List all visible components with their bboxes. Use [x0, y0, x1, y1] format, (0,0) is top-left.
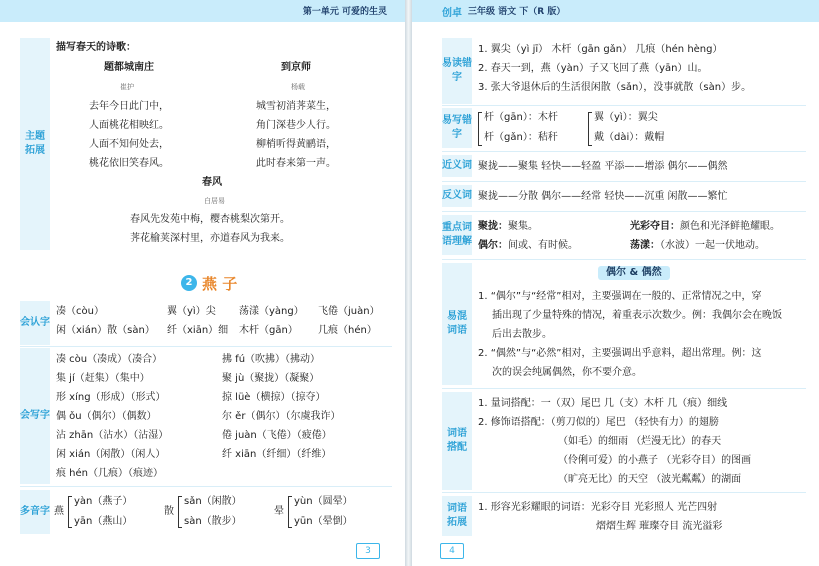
collocation-label: 词语搭配: [442, 392, 472, 490]
lesson-number: 2: [181, 275, 197, 291]
misread-item: 2. 春天一到，燕（yàn）子又飞回了燕（yān）山。: [478, 63, 708, 74]
collocation-line: 2. 修饰语搭配：（剪刀似的）尾巴 （轻快有力）的翅膀: [478, 417, 719, 428]
write-item: 沾 zhān（沾水）（沾湿）: [56, 430, 169, 441]
poem2-line: 此时春来第一声。: [256, 158, 336, 169]
poem2-title: 到京师: [281, 62, 311, 73]
misread-item: 3. 张大爷退休后的生活很闲散（sǎn），没事就散（sàn）步。: [478, 82, 752, 93]
divider: [442, 388, 806, 389]
poem1-line: 桃花依旧笑春风。: [89, 158, 169, 169]
poem2-line: 角门深巷少人行。: [256, 120, 336, 131]
write-item: 掠 lüè（横掠）（掠夺）: [222, 392, 326, 403]
collocation-line: （伶俐可爱）的小燕子 （光彩夺目）的图画: [558, 455, 752, 466]
poly-reading: sàn（散步）: [184, 516, 242, 527]
key-def: 聚集。: [508, 221, 538, 232]
key-word: 光彩夺目：: [630, 221, 680, 232]
brace: [478, 112, 482, 146]
extension-label: 词语拓展: [442, 496, 472, 536]
confuse-line: 1. “偶尔”与“经常”相对，主要强调在一般的、正常情况之中，穿: [478, 291, 762, 302]
divider: [20, 346, 392, 347]
miswrite-item: 杆（gǎn）：秸秆: [484, 132, 558, 143]
key-word: 荡漾：: [630, 240, 660, 251]
key-def: 颜色和光泽鲜艳耀眼。: [680, 221, 780, 232]
write-item: 聚 jù（聚拢）（凝聚）: [222, 373, 320, 384]
confuse-line: 插出现了少量特殊的情况，着重表示次数少。例：我偶尔会在晚饭: [492, 310, 782, 321]
antonym-list: 聚拢——分散 偶尔——经常 轻快——沉重 闲散——繁忙: [478, 191, 728, 202]
poem3-line: 春风先发苑中梅，樱杏桃梨次第开。: [130, 214, 290, 225]
synonym-label: 近义词: [442, 155, 472, 177]
confuse-badge: 偶尔 & 偶然: [598, 266, 670, 280]
poem3-line: 荠花榆荚深村里，亦道春风为我来。: [130, 233, 290, 244]
brand-logo: 创卓: [442, 8, 462, 19]
poly-reading: sǎn（闲散）: [184, 496, 242, 507]
poly-char: 晕: [274, 506, 284, 517]
poem1-author: 崔护: [120, 83, 134, 91]
poem1-line: 去年今日此门中，: [89, 101, 169, 112]
write-item: 形 xíng（形成）（形式）: [56, 392, 166, 403]
confuse-line: 后出去散步。: [492, 329, 552, 340]
brace: [178, 496, 182, 528]
collocation-line: （如毛）的细雨 （烂漫无比）的春天: [558, 436, 722, 447]
poem3-title: 春风: [202, 177, 222, 188]
grade-title: 三年级 语文 下（R 版）: [468, 7, 566, 17]
divider: [442, 105, 806, 106]
confuse-line: 2. “偶然”与“必然”相对，主要强调出乎意料，超出常理。例：这: [478, 348, 762, 359]
poem3-author: 白居易: [204, 197, 225, 205]
recognize-item: 荡漾（yàng）: [239, 306, 304, 317]
recognize-item: 凑（còu）: [56, 306, 104, 317]
recognize-item: 纤（xiān）细: [167, 325, 229, 336]
divider: [442, 151, 806, 152]
divider: [442, 492, 806, 493]
brace: [288, 496, 292, 528]
poly-char: 燕: [54, 506, 64, 517]
divider: [442, 181, 806, 182]
divider: [20, 486, 392, 487]
antonym-label: 反义词: [442, 185, 472, 207]
brace: [68, 496, 72, 528]
recognize-item: 木杆（gān）: [239, 325, 298, 336]
poly-char: 散: [164, 506, 174, 517]
poem1-title: 题都城南庄: [104, 62, 154, 73]
misread-label: 易读错字: [442, 38, 472, 104]
poly-reading: yūn（晕倒）: [294, 516, 353, 527]
recognize-item: 闲（xián）散（sàn）: [56, 325, 155, 336]
left-header: [0, 0, 405, 22]
write-item: 倦 juàn（飞倦）（疲倦）: [222, 430, 332, 441]
poly-reading: yàn（燕子）: [74, 496, 133, 507]
recognize-item: 几痕（hén）: [318, 325, 377, 336]
poem2-line: 柳梢听得黄鹂语，: [256, 139, 336, 150]
write-item: 集 jí（赶集）（集中）: [56, 373, 150, 384]
poly-label: 多音字: [20, 490, 50, 534]
extension-line: 1. 形容光彩耀眼的词语：光彩夺目 光彩照人 光芒四射: [478, 502, 718, 513]
collocation-line: 1. 量词搭配：一（双）尾巴 几（支）木杆 几（痕）细线: [478, 398, 728, 409]
write-label: 会写字: [20, 348, 50, 484]
poem1-line: 人面桃花相映红。: [89, 120, 169, 131]
recognize-item: 飞倦（juàn）: [318, 306, 380, 317]
topic-label: 主题拓展: [20, 38, 50, 250]
confuse-label: 易混词语: [442, 263, 472, 385]
left-page: [0, 0, 405, 566]
key-words-label: 重点词语理解: [442, 215, 472, 255]
key-word: 聚拢：: [478, 221, 508, 232]
collocation-line: （旷亮无比）的天空 （波光粼粼）的湖面: [558, 474, 742, 485]
write-item: 偶 ǒu（偶尔）（偶数）: [56, 411, 157, 422]
miswrite-item: 杆（gān）：木杆: [484, 112, 558, 123]
extension-line: 熠熠生辉 璀璨夺目 流光溢彩: [596, 521, 723, 532]
poem1-line: 人面不知何处去，: [89, 139, 169, 150]
poly-reading: yùn（圆晕）: [294, 496, 353, 507]
write-item: 尔 ěr（偶尔）（尔虞我诈）: [222, 411, 341, 422]
key-word: 偶尔：: [478, 240, 508, 251]
miswrite-item: 戴（dài）：戴帽: [594, 132, 665, 143]
synonym-list: 聚拢——聚集 轻快——轻盈 平添——增添 偶尔——偶然: [478, 161, 728, 172]
key-def: 间或、有时候。: [508, 240, 578, 251]
right-header: [412, 0, 819, 22]
brace: [588, 112, 592, 146]
unit-title: 第一单元 可爱的生灵: [302, 7, 387, 17]
book-spine: [405, 0, 412, 566]
recognize-item: 翼（yì）尖: [167, 306, 216, 317]
lesson-title: 燕 子: [202, 275, 238, 293]
page-number: 4: [440, 543, 464, 559]
write-item: 拂 fú（吹拂）（拂动）: [222, 354, 321, 365]
confuse-line: 次的误会纯属偶然，你不要介意。: [492, 367, 642, 378]
poly-reading: yān（燕山）: [74, 516, 133, 527]
key-def: （水波）一起一伏地动。: [660, 240, 765, 251]
write-item: 凑 còu（凑成）（凑合）: [56, 354, 163, 365]
poem-heading: 描写春天的诗歌：: [56, 42, 136, 53]
poem2-author: 杨载: [291, 83, 305, 91]
page-number: 3: [356, 543, 380, 559]
miswrite-item: 翼（yì）：翼尖: [594, 112, 658, 123]
divider: [442, 211, 806, 212]
right-page: [412, 0, 819, 566]
write-item: 闲 xián（闲散）（闲人）: [56, 449, 166, 460]
misread-item: 1. 翼尖（yì jī） 木杆（gān gǎn） 几痕（hén hèng）: [478, 44, 723, 55]
recognize-label: 会认字: [20, 301, 50, 345]
divider: [442, 259, 806, 260]
write-item: 纤 xiān（纤细）（纤维）: [222, 449, 332, 460]
write-item: 痕 hén（几痕）（痕迹）: [56, 468, 164, 479]
poem2-line: 城雪初消荠菜生，: [256, 101, 336, 112]
miswrite-label: 易写错字: [442, 108, 472, 148]
